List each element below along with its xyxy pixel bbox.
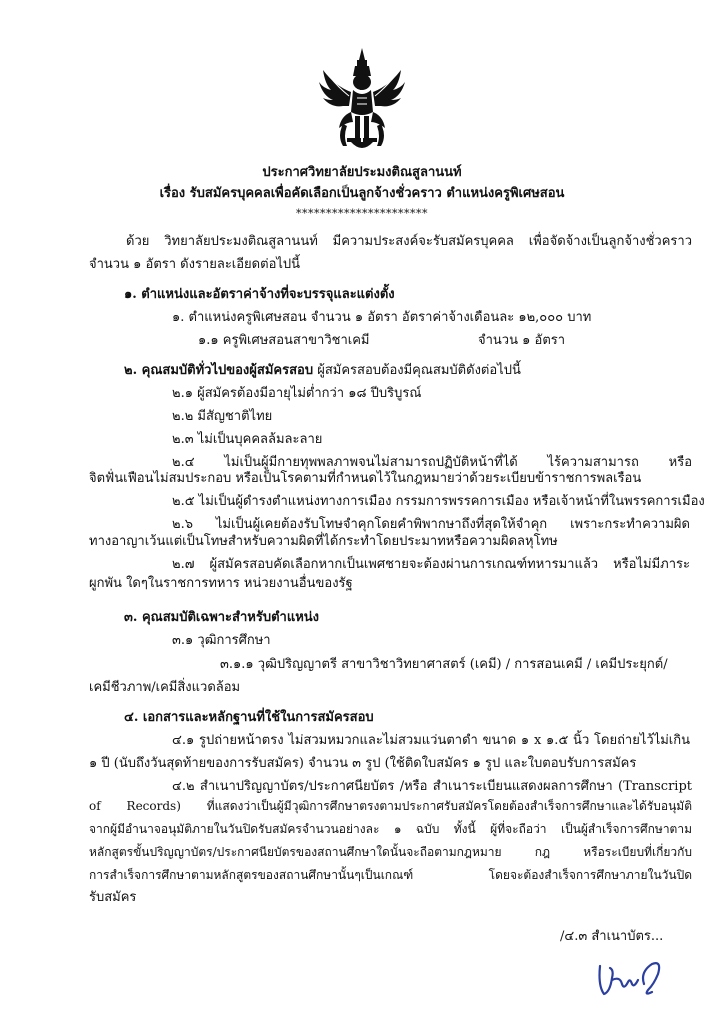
header-divider: ********************** [296,207,428,220]
section-4-item-2-line-5: การสำเร็จการศึกษาตามหลักสูตรของสถานศึกษานั้นๆเป็นเกณฑ์ โดยจะต้องสำเร็จการศึกษาภายในวันปิด [89,868,692,882]
section-3-item-1-1-line-1: ๓.๑.๑ วุฒิปริญญาตรี สาขาวิชาวิทยาศาสตร์ (เคมี) / การสอนเคมี / เคมีประยุกต์/ [220,657,668,672]
section-2-item-3: ๒.๓ ไม่เป็นบุคคลล้มละลาย [172,432,323,447]
section-2-item-2: ๒.๒ มีสัญชาติไทย [172,409,273,424]
section-1-item-1-1: ๑.๑ ครูพิเศษสอนสาขาวิชาเคมี [198,333,370,348]
section-4-heading: ๔. เอกสารและหลักฐานที่ใช้ในการสมัครสอบ [124,710,374,725]
section-2-item-1: ๒.๑ ผู้สมัครต้องมีอายุไม่ต่ำกว่า ๑๘ ปีบริบูรณ์ [172,386,422,401]
section-3-item-1-1-line-2: เคมีชีวภาพ/เคมีสิ่งแวดล้อม [89,680,241,695]
section-3-heading: ๓. คุณสมบัติเฉพาะสำหรับตำแหน่ง [124,610,320,625]
section-2-item-6-line-1: ๒.๖ ไม่เป็นผู้เคยต้องรับโทษจำคุกโดยคำพิพากษาถึงที่สุดให้จำคุก เพราะกระทำความผิด [172,517,690,532]
handwritten-signature [596,956,668,1000]
section-2-item-4-line-2: จิตฟั่นเฟือนไม่สมประกอบ หรือเป็นโรคตามที่กำหนดไว้ในกฎหมายว่าด้วยระเบียบข้าราชการพลเรือน [89,471,642,486]
section-2-item-7-line-1: ๒.๗ ผู้สมัครสอบคัดเลือกหากเป็นเพศชายจะต้องผ่านการเกณฑ์ทหารมาแล้ว หรือไม่มีภาระ [172,557,690,572]
section-1-heading: ๑. ตำแหน่งและอัตราค่าจ้างที่จะบรรจุและแต่งตั้ง [124,287,395,302]
section-2-item-6-line-2: ทางอาญาเว้นแต่เป็นโทษสำหรับความผิดที่ได้กระทำโดยประมาทหรือความผิดลหุโทษ [89,534,558,549]
section-4-item-2-line-3: จากผู้มีอำนาจอนุมัติภายในวันปิดรับสมัครจำนวนอย่างละ ๑ ฉบับ ทั้งนี้ ผู้ที่จะถือว่า เป็นผู้สำเร็จการศึกษาตาม [89,822,692,836]
intro-line-1: ด้วย วิทยาลัยประมงติณสูลานนท์ มีความประสงค์จะรับสมัครบุคคล เพื่อจัดจ้างเป็นลูกจ้างชั่วคราว [126,234,692,249]
announcement-title: ประกาศวิทยาลัยประมงติณสูลานนท์ [262,165,462,180]
section-4-item-2-line-6: รับสมัคร [89,890,137,905]
garuda-emblem [317,46,407,154]
continuation-note: /๔.๓ สำเนาบัตร... [560,929,664,944]
section-4-item-2-line-2: of Records) ที่แสดงว่าเป็นผู้มีวุฒิการศึกษาตรงตามประกาศรับสมัครโดยต้องสำเร็จการศึกษาและได้รับอนุมัติ [89,799,692,813]
section-4-item-1-line-2: ๑ ปี (นับถึงวันสุดท้ายของการรับสมัคร) จำนวน ๓ รูป (ใช้ติดใบสมัคร ๑ รูป และใบตอบรับการสมัคร [89,756,637,771]
section-2-heading: ๒. คุณสมบัติทั่วไปของผู้สมัครสอบ [124,363,314,378]
announcement-subject: เรื่อง รับสมัครบุคคลเพื่อคัดเลือกเป็นลูกจ้างชั่วคราว ตำแหน่งครูพิเศษสอน [159,186,565,201]
section-2-heading-line [124,362,521,380]
intro-line-2: จำนวน ๑ อัตรา ดังรายละเอียดต่อไปนี้ [89,257,301,272]
section-1-item-1-1-count: จำนวน ๑ อัตรา [478,333,566,348]
section-2-item-7-line-2: ผูกพัน ใดๆในราชการทหาร หน่วยงานอื่นของรัฐ [89,576,353,591]
section-3-item-1: ๓.๑ วุฒิการศึกษา [172,633,271,648]
section-2-item-4-line-1: ๒.๔ ไม่เป็นผู้มีกายทุพพลภาพจนไม่สามารถปฏิบัติหน้าที่ได้ ไร้ความสามารถ หรือ [172,455,692,470]
section-2-item-5: ๒.๕ ไม่เป็นผู้ดำรงตำแหน่งทางการเมือง กรรมการพรรคการเมือง หรือเจ้าหน้าที่ในพรรคการเมือง [172,494,705,509]
section-1-item-1: ๑. ตำแหน่งครูพิเศษสอน จำนวน ๑ อัตรา อัตราค่าจ้างเดือนละ ๑๒,๐๐๐ บาท [172,310,592,325]
section-2-heading-rest: ผู้สมัครสอบต้องมีคุณสมบัติดังต่อไปนี้ [313,363,521,378]
section-4-item-2-line-4: หลักสูตรขั้นปริญญาบัตร/ประกาศนียบัตรของสถานศึกษาใดนั้นจะถือตามกฎหมาย กฎ หรือระเบียบที่เกี่ยวกับ [89,845,692,859]
section-4-item-2-line-1: ๔.๒ สำเนาปริญญาบัตร/ประกาศนียบัตร /หรือ สำเนาระเบียนแสดงผลการศึกษา (Transcript [172,779,692,794]
section-4-item-1-line-1: ๔.๑ รูปถ่ายหน้าตรง ไม่สวมหมวกและไม่สวมแว่นตาดำ ขนาด ๑ x ๑.๕ นิ้ว โดยถ่ายไว้ไม่เกิน [172,733,690,748]
